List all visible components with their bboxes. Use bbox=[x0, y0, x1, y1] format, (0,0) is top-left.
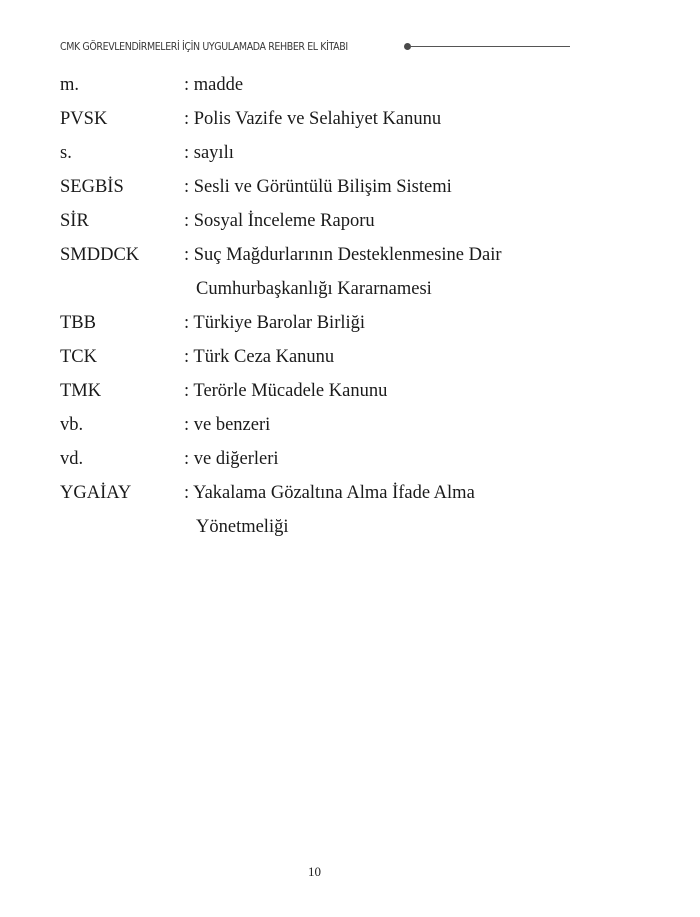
abbreviation-definition: : Yakalama Gözaltına Alma İfade Alma Yönetmeliği bbox=[184, 476, 580, 544]
abbreviation-key: SEGBİS bbox=[60, 177, 124, 197]
header-bullet-dot bbox=[404, 43, 411, 50]
abbreviation-key: TBB bbox=[60, 313, 96, 333]
abbreviation-key: vb. bbox=[60, 415, 84, 435]
abbreviation-row bbox=[60, 476, 580, 544]
abbreviation-row bbox=[60, 306, 580, 340]
abbreviation-definition: : ve diğerleri bbox=[184, 449, 279, 469]
definition-continuation: Yönetmeliği bbox=[196, 517, 289, 537]
abbreviation-key: PVSK bbox=[60, 109, 108, 129]
page-number: 10 bbox=[308, 864, 321, 879]
abbreviation-definition: : Sosyal İnceleme Raporu bbox=[184, 211, 375, 231]
abbreviation-key: TMK bbox=[60, 381, 102, 401]
running-header bbox=[60, 38, 570, 54]
abbreviation-definition: : madde bbox=[184, 75, 244, 95]
abbreviation-row bbox=[60, 408, 580, 442]
abbreviation-definition: : Suç Mağdurlarının Desteklenmesine Dair Cumhurbaşkanlığı Kararnamesi bbox=[184, 238, 580, 306]
header-rule bbox=[411, 46, 570, 47]
abbreviation-key: s. bbox=[60, 143, 72, 163]
abbreviation-list bbox=[60, 68, 580, 544]
abbreviation-row bbox=[60, 204, 580, 238]
abbreviation-definition: : Terörle Mücadele Kanunu bbox=[184, 381, 388, 401]
abbreviation-definition: : ve benzeri bbox=[184, 415, 271, 435]
abbreviation-definition: : Türkiye Barolar Birliği bbox=[184, 313, 366, 333]
abbreviation-definition: : Polis Vazife ve Selahiyet Kanunu bbox=[184, 109, 442, 129]
abbreviation-row bbox=[60, 374, 580, 408]
abbreviation-row bbox=[60, 102, 580, 136]
definition-continuation: Cumhurbaşkanlığı Kararnamesi bbox=[196, 279, 432, 299]
abbreviation-key: vd. bbox=[60, 449, 84, 469]
abbreviation-definition: : Türk Ceza Kanunu bbox=[184, 347, 335, 367]
header-title: CMK GÖREVLENDİRMELERİ İÇİN UYGULAMADA REHBER EL KİTABI bbox=[60, 39, 348, 53]
abbreviation-row bbox=[60, 136, 580, 170]
abbreviation-row bbox=[60, 442, 580, 476]
abbreviation-key: m. bbox=[60, 75, 80, 95]
abbreviation-key: TCK bbox=[60, 347, 97, 367]
abbreviation-key: SİR bbox=[60, 211, 89, 231]
abbreviation-row bbox=[60, 170, 580, 204]
abbreviation-row bbox=[60, 340, 580, 374]
abbreviation-key: SMDDCK bbox=[60, 245, 140, 265]
abbreviation-key: YGAİAY bbox=[60, 483, 132, 503]
abbreviation-row bbox=[60, 238, 580, 306]
abbreviation-row bbox=[60, 68, 580, 102]
abbreviation-definition: : sayılı bbox=[184, 143, 234, 163]
abbreviation-definition: : Sesli ve Görüntülü Bilişim Sistemi bbox=[184, 177, 452, 197]
